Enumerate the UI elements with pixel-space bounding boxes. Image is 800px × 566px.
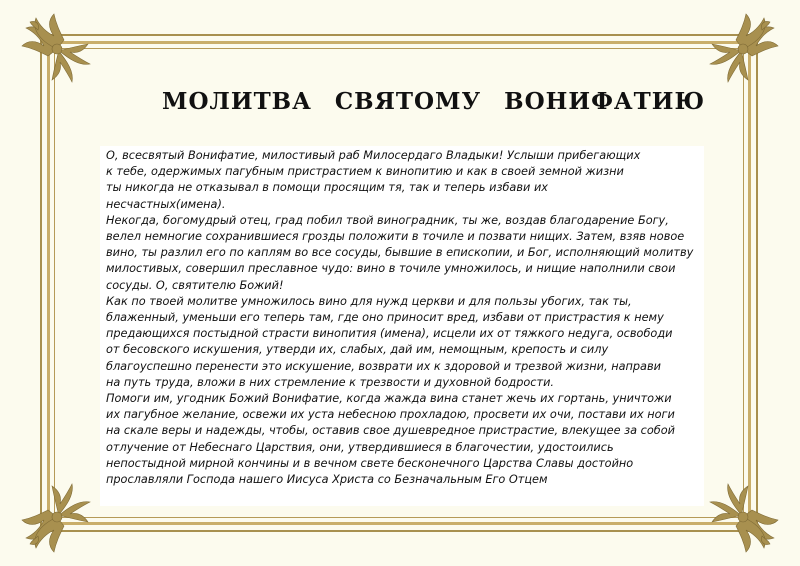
page-title: МОЛИТВА СВЯТОМУ ВОНИФАТИЮ <box>162 88 706 115</box>
prayer-line: блаженный, уменьши его теперь там, где оно приносит вред, избави от пристрастия к нему <box>106 311 664 325</box>
prayer-line: велел немногие сохранившиеся грозды положити в точиле и позвати нищих. Затем, взяв новое <box>106 230 685 244</box>
prayer-line: их пагубное желание, освежи их уста небесною прохладою, просвети их очи, постави их ноги <box>106 408 675 422</box>
prayer-line: Помоги им, угодник Божий Вонифатие, когда жажда вина станет жечь их гортань, уничтожи <box>106 392 672 406</box>
prayer-line: милостивых, совершил преславное чудо: вино в точиле умножилось, и нищие наполнили свои <box>106 262 676 276</box>
prayer-line: предающихся постыдной страсти винопития (имена), исцели их от тяжкого недуга, освободи <box>106 327 673 341</box>
prayer-line: несчастных(имена). <box>106 197 226 211</box>
prayer-line: вино, ты разлил его по каплям во все сосуды, бывшие в епископии, и Бог, исполняющий молитву <box>106 246 694 260</box>
prayer-line: на путь труда, вложи в них стремление к трезвости и духовной бодрости. <box>106 375 555 389</box>
corner-ornament-icon <box>18 10 96 88</box>
prayer-line: прославляли Господа нашего Иисуса Христа со Безначальным Его Отцем <box>106 473 548 487</box>
prayer-line: к тебе, одержимых пагубным пристрастием к винопитию и как в своей земной жизни <box>106 165 624 179</box>
prayer-line: отлучение от Небеснаго Царствия, они, утвердившиеся в благочестии, удостоились <box>106 440 614 454</box>
prayer-line: Некогда, богомудрый отец, град побил твой виноградник, ты же, воздав благодарение Богу, <box>106 213 669 227</box>
prayer-line: благоуспешно перенести это искушение, возврати их к здоровой и трезвой жизни, направи <box>106 359 661 373</box>
corner-ornament-icon <box>18 478 96 556</box>
prayer-line: непостыдной мирной кончины и в вечном свете бесконечного Царства Славы достойно <box>106 456 634 470</box>
prayer-line: от бесовского искушения, утверди их, слабых, дай им, немощным, крепость и силу <box>106 343 609 357</box>
prayer-line: О, всесвятый Вонифатие, милостивый раб Милосердаго Владыки! Услыши прибегающих <box>106 149 641 162</box>
prayer-line: на скале веры и надежды, чтобы, оставив свое душевредное пристрастие, влекущее за собой <box>106 424 676 438</box>
prayer-line: сосуды. О, святителю Божий! <box>106 278 284 292</box>
corner-ornament-icon <box>704 478 782 556</box>
corner-ornament-icon <box>704 10 782 88</box>
prayer-line: Как по твоей молитве умножилось вино для нужд церкви и для пользы убогих, так ты, <box>106 294 632 308</box>
prayer-line: ты никогда не отказывал в помощи просящим тя, так и теперь избави их <box>106 181 548 195</box>
prayer-text <box>106 148 704 488</box>
